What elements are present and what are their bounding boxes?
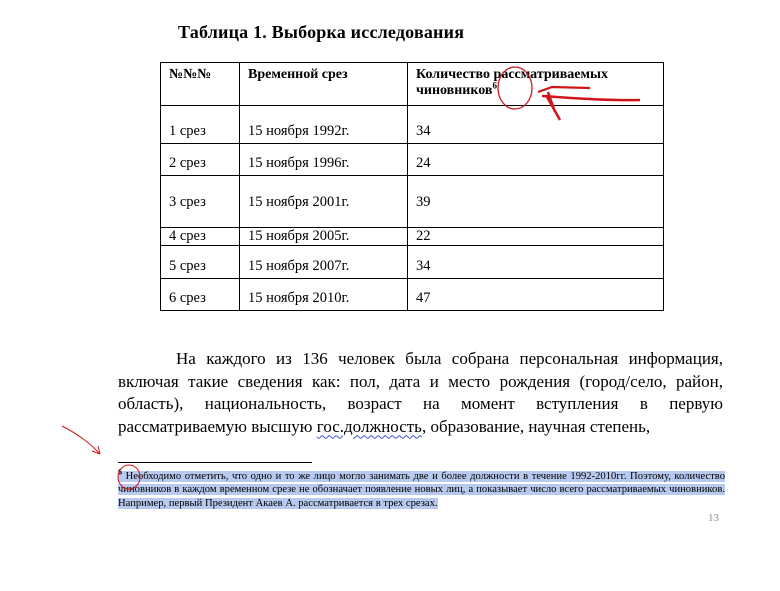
paragraph-text-end: , образование, научная степень, — [421, 416, 651, 436]
cell-date: 15 ноября 2010г. — [240, 279, 408, 311]
cell-count: 47 — [408, 279, 664, 311]
column-header-number: №№№ — [161, 63, 240, 106]
spellcheck-underlined-word[interactable]: гос.должность — [316, 416, 422, 436]
cell-date: 15 ноября 2005г. — [240, 228, 408, 246]
annotation-arrow-footnote — [62, 426, 100, 454]
table-header-row — [161, 63, 664, 106]
cell-count: 39 — [408, 176, 664, 228]
footnote-separator — [118, 462, 312, 463]
cell-count: 22 — [408, 228, 664, 246]
table-row — [161, 176, 664, 228]
annotation-arrow-footnote-head — [92, 446, 100, 454]
column-header-period: Временной срез — [240, 63, 408, 106]
table-row — [161, 144, 664, 176]
footnote-number: 6 — [118, 467, 122, 477]
table-row — [161, 106, 664, 144]
footnote[interactable] — [118, 467, 726, 510]
column-header-count — [408, 63, 664, 106]
cell-number: 2 срез — [161, 144, 240, 176]
sample-table — [160, 62, 664, 311]
cell-date: 15 ноября 1992г. — [240, 106, 408, 144]
cell-number: 1 срез — [161, 106, 240, 144]
cell-number: 4 срез — [161, 228, 240, 246]
cell-date: 15 ноября 2001г. — [240, 176, 408, 228]
cell-count: 34 — [408, 246, 664, 279]
footnote-selection-highlight — [118, 467, 726, 509]
table-row — [161, 246, 664, 279]
cell-date: 15 ноября 1996г. — [240, 144, 408, 176]
footnote-ref[interactable]: 6 — [492, 80, 497, 91]
cell-count: 34 — [408, 106, 664, 144]
page-number: 13 — [708, 512, 719, 524]
table-title: Таблица 1. Выборка исследования — [178, 22, 465, 42]
cell-count: 24 — [408, 144, 664, 176]
cell-number: 6 срез — [161, 279, 240, 311]
cell-date: 15 ноября 2007г. — [240, 246, 408, 279]
table-row — [161, 279, 664, 311]
footnote-text: Необходимо отметить, что одно и то же лицо могло занимать две и более должности в течение 1992-2010гг. Поэтому, количество чиновников в каждом временном срезе не обозначает появление новых лиц, а показывает число всего рассматриваемых чиновников. Например, первый Президент Акаев А. рассматривается в трех срезах. — [118, 471, 726, 509]
body-paragraph[interactable] — [118, 348, 723, 438]
cell-number: 5 срез — [161, 246, 240, 279]
table-row — [161, 228, 664, 246]
column-header-count-label: Количество рассматриваемых чиновников — [416, 67, 608, 98]
paragraph-text-start: На каждого из 136 человек была собрана персональная информация, включая такие сведения как: пол, дата и место рождения (город/село, район, область), национальность, возраст на момент вступления в первую рассматриваемую высшую — [118, 349, 723, 436]
cell-number: 3 срез — [161, 176, 240, 228]
